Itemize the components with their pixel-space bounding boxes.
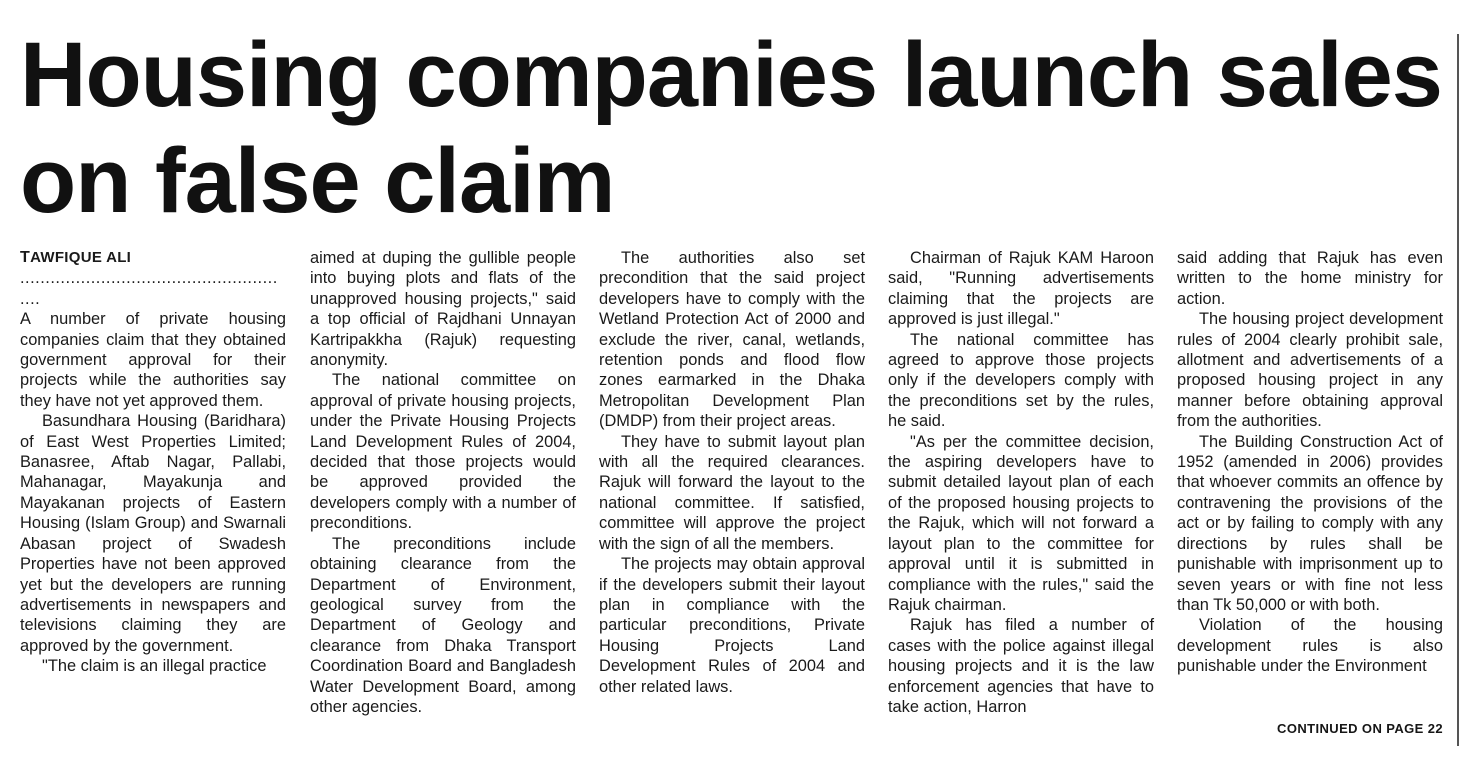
column-rule: [1457, 34, 1459, 746]
paragraph: The national committee has agreed to approve those projects only if the developers comply with the preconditions set by the rules, he said.: [888, 330, 1154, 431]
paragraph: Basundhara Housing (Baridhara) of East West Properties Limited; Banasree, Aftab Nagar, Pallabi, Mahanagar, Mayakunja and Mayakanan projects of Eastern Housing (Islam Group) and Swarnali Abasan project of Swadesh Properties have not been approved yet but the developers are running advertisements in newspapers and televisions claiming they are approved by the government.: [20, 412, 286, 655]
paragraph: Chairman of Rajuk KAM Haroon said, "Running advertisements claiming that the projects are approved is just illegal.": [888, 249, 1154, 329]
paragraph: A number of private housing companies claim that they obtained government approval for their projects while the authorities say they have not yet approved them.: [20, 310, 286, 410]
paragraph: said adding that Rajuk has even written to the home ministry for action.: [1177, 249, 1443, 308]
paragraph: Violation of the housing development rules is also punishable under the Environment: [1177, 616, 1443, 676]
paragraph: The housing project development rules of 2004 clearly prohibit sale, allotment and advertisements of a proposed housing project in any manner before obtaining approval from the authorities.: [1177, 310, 1443, 431]
byline-separator: ...................................................: [20, 269, 278, 288]
paragraph: They have to submit layout plan with all the required clearances. Rajuk will forward the layout to the national committee. If satisfied, committee will approve the project with the sign of all the members.: [599, 432, 865, 553]
continued-on-page-link[interactable]: CONTINUED ON PAGE 22: [1277, 721, 1443, 736]
paragraph: The preconditions include obtaining clearance from the Department of Environment, geological survey from the Department of Geology and clearance from Dhaka Transport Coordination Board and Bangladesh Water Development Board, among other agencies.: [310, 534, 576, 716]
paragraph: Rajuk has filed a number of cases with the police against illegal housing projects and it is the law enforcement agencies that have to take action, Harron: [888, 616, 1154, 716]
article-column-2: [310, 248, 576, 717]
headline-line-2: on false claim: [20, 130, 615, 232]
paragraph: The Building Construction Act of 1952 (amended in 2006) provides that whoever commits an offence by contravening the provisions of the act or by failing to comply with any directions by rules shall be punishable with imprisonment up to seven years or with fine not less than Tk 50,000 or with both.: [1177, 432, 1443, 614]
paragraph: aimed at duping the gullible people into buying plots and flats of the unapproved housing projects," said a top official of Rajdhani Unnayan Kartripakkha (Rajuk) requesting anonymity.: [310, 249, 576, 370]
article-column-4: [888, 248, 1154, 717]
headline-line-1: Housing companies launch sales: [20, 24, 1442, 126]
paragraph: The projects may obtain approval if the developers submit their layout plan in compliance with the particular preconditions, Private Housing Projects Land Development Rules of 2004 and other related laws.: [599, 555, 865, 696]
paragraph: "As per the committee decision, the aspiring developers have to submit detailed layout plan of each of the proposed housing projects to the Rajuk, which will not forward a layout plan to the committee for approval until it is submitted in compliance with the rules," said the Rajuk chairman.: [888, 432, 1154, 614]
article-column-3: [599, 248, 865, 697]
byline-separator-end: ....: [20, 289, 41, 308]
paragraph: "The claim is an illegal practice: [42, 657, 267, 676]
article-column-1: [20, 248, 286, 677]
paragraph: The authorities also set precondition that the said project developers have to comply with the Wetland Protection Act of 2000 and exclude the river, canal, wetlands, retention ponds and flood flow zones earmarked in the Dhaka Metropolitan Development Plan (DMDP) from their project areas.: [599, 249, 865, 431]
article-headline: [20, 22, 1460, 234]
paragraph: The national committee on approval of private housing projects, under the Private Housing Projects Land Development Rules of 2004, decided that those projects would be approved provided the developers comply with a number of preconditions.: [310, 371, 576, 533]
article-column-5: [1177, 248, 1443, 677]
byline: TAWFIQUE ALI: [20, 249, 132, 266]
